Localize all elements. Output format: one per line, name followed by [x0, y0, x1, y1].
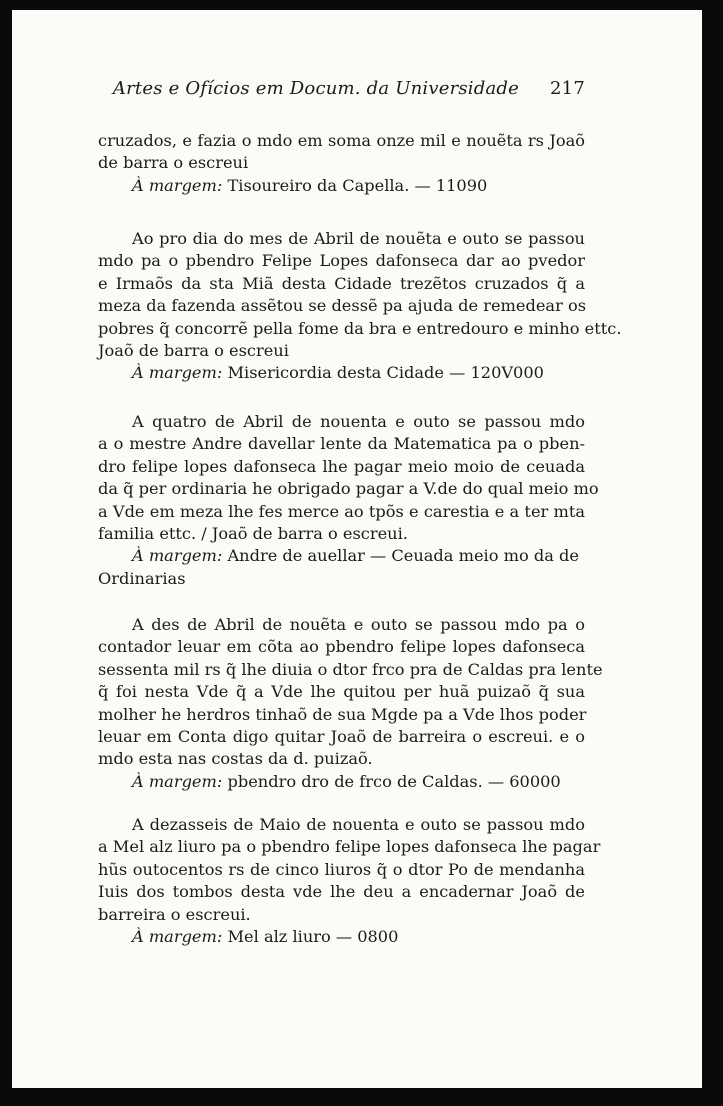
- entry-line: A dezasseis de Maio de nouenta e outo se passou mdo: [132, 815, 585, 834]
- margin-label: À margem:: [132, 927, 223, 947]
- entry-line: q̃ foi nesta Vde q̃ a Vde lhe quitou per huã puizaõ q̃ sua: [98, 682, 585, 702]
- margin-text: Andre de auellar — Ceuada meio mo da de: [227, 546, 579, 566]
- entry-line: dro felipe lopes dafonseca lhe pagar meio moio de ceuada: [98, 456, 585, 476]
- margin-text: Tisoureiro da Capella. — 11090: [227, 175, 488, 195]
- margin-text: Mel alz liuro — 0800: [227, 927, 399, 947]
- entry-line: e Irmaõs da sta Miã desta Cidade trezẽtos cruzados q̃ a: [98, 273, 585, 293]
- running-header: [98, 78, 585, 108]
- margin-note: [98, 926, 585, 948]
- entry-line: A quatro de Abril de nouenta e outo se passou mdo: [132, 412, 585, 431]
- margin-text: Misericordia desta Cidade — 120V000: [227, 363, 544, 383]
- entry-1: [98, 130, 585, 197]
- margin-label: À margem:: [132, 175, 223, 195]
- entry-line: Ao pro dia do mes de Abril de nouẽta e outo se passou: [132, 229, 585, 248]
- entry-5: [98, 814, 601, 948]
- entry-line: Joaõ de barra o escreui: [98, 341, 289, 361]
- entry-line: cruzados, e fazia o mdo em soma onze mil e nouẽta rs Joaõ: [98, 131, 585, 150]
- entry-line: leuar em Conta digo quitar Joaõ de barreira o escreui. e o: [98, 727, 585, 747]
- margin-label: À margem:: [132, 546, 223, 566]
- entry-line: a o mestre Andre davellar lente da Matematica pa o pben-: [98, 434, 585, 454]
- entry-line: da q̃ per ordinaria he obrigado pagar a V.de do qual meio mo: [98, 479, 599, 499]
- entry-line: de barra o escreui: [98, 153, 249, 173]
- margin-note: [98, 545, 585, 567]
- entry-line: contador leuar em cõta ao pbendro felipe lopes dafonseca: [98, 637, 585, 657]
- entry-line: pobres q̃ concorrẽ pella fome da bra e entredouro e minho ettc.: [98, 318, 622, 338]
- entry-line: a Mel alz liuro pa o pbendro felipe lopes dafonseca lhe pagar: [98, 837, 601, 857]
- margin-note: [98, 771, 585, 793]
- entry-line: molher he herdros tinhaõ de sua Mgde pa a Vde lhos poder: [98, 704, 587, 724]
- margin-text: pbendro dro de frco de Caldas. — 60000: [227, 771, 561, 791]
- entry-line: a Vde em meza lhe fes merce ao tpõs e carestia e a ter mta: [98, 501, 585, 521]
- page-number: 217: [550, 78, 585, 99]
- margin-note: [98, 175, 585, 197]
- entry-line: barreira o escreui.: [98, 904, 251, 924]
- document-page: [12, 10, 702, 1088]
- entry-line: sessenta mil rs q̃ lhe diuia o dtor frco pra de Caldas pra lente: [98, 659, 603, 679]
- running-title: Artes e Ofícios em Docum. da Universidade: [112, 78, 519, 99]
- entry-3: [98, 411, 599, 590]
- margin-note: [98, 362, 585, 384]
- entry-line: hũs outocentos rs de cinco liuros q̃ o dtor Po de mendanha: [98, 859, 585, 879]
- margin-label: À margem:: [132, 771, 223, 791]
- entry-line: A des de Abril de nouẽta e outo se passou mdo pa o: [132, 615, 585, 634]
- entry-line: mdo esta nas costas da d. puizaõ.: [98, 749, 373, 769]
- entry-line: mdo pa o pbendro Felipe Lopes dafonseca dar ao pvedor: [98, 251, 585, 271]
- entry-line: meza da fazenda assẽtou se dessẽ pa ajuda de remedear os: [98, 296, 587, 316]
- entry-2: [98, 228, 622, 385]
- margin-label: À margem:: [132, 363, 223, 383]
- entry-line: Iuis dos tombos desta vde lhe deu a encadernar Joaõ de: [98, 882, 585, 902]
- entry-line: familia ettc. / Joaõ de barra o escreui.: [98, 524, 408, 544]
- entry-4: [98, 614, 603, 793]
- margin-note-continued: Ordinarias: [98, 568, 186, 588]
